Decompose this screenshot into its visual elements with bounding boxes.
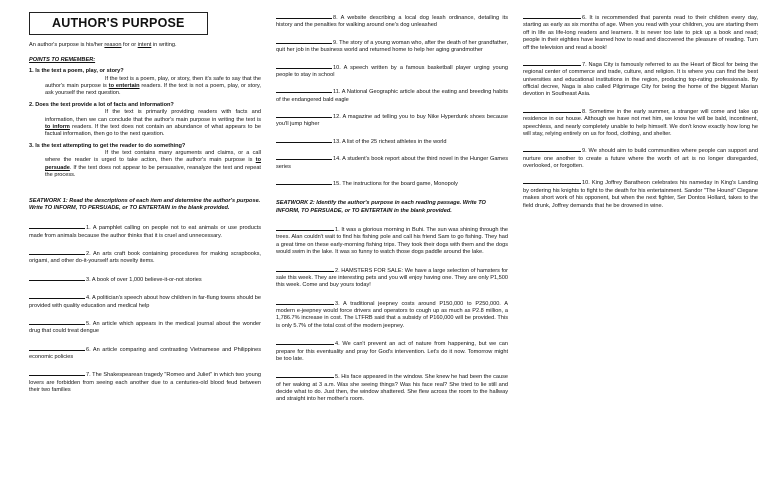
point-text: . If the text does not appear to be persuasive, reanalyze the text and repeat the process.	[45, 164, 261, 179]
worksheet-title: AUTHOR'S PURPOSE	[29, 12, 208, 35]
sw2-item	[523, 147, 758, 170]
answer-blank[interactable]	[276, 267, 334, 272]
sw1-item	[276, 14, 508, 30]
sw1-item	[276, 155, 508, 171]
answer-blank[interactable]	[29, 276, 85, 281]
point-text: If the text is a poem, play, or story, then it's safe to say that the author's main purpose is	[45, 75, 261, 89]
item-text: 2. An arts craft book containing procedures for making scrapbooks, origami, and other do-it-yourself arts novelty items.	[29, 251, 261, 265]
answer-blank[interactable]	[276, 226, 334, 231]
answer-blank[interactable]	[29, 250, 85, 255]
item-text: 4. A politician's speech about how children in far-flung towns should be provided with quality education and medical help	[29, 295, 261, 309]
answer-blank[interactable]	[523, 179, 581, 184]
item-text: 10. A speech written by a famous basketball player urging young people to stay in school	[276, 64, 508, 78]
column-1	[29, 12, 261, 395]
sw2-item	[523, 61, 758, 99]
point-key: to persuade	[45, 157, 261, 171]
sw1-item	[276, 180, 508, 188]
sw2-item	[523, 108, 758, 139]
answer-blank[interactable]	[276, 138, 332, 143]
item-text: 13. A list of the 25 richest athletes in the world	[333, 138, 447, 145]
sw1-item	[29, 371, 261, 394]
sw1-item	[276, 64, 508, 80]
item-text: 7. The Shakespearean tragedy "Romeo and Juliet" in which two young lovers are forbidden from seeing each another due to a centuries-old blood feud between their two families	[29, 372, 261, 394]
point-body	[29, 76, 261, 98]
point-text: If the text contains many arguments and claims, or a call where the reader is urged to take action, then the author's main purpose is	[45, 150, 261, 164]
item-text: 6. An article comparing and contrasting Vietnamese and Philippines economic policies	[29, 346, 261, 360]
answer-blank[interactable]	[29, 294, 85, 299]
seatwork-2-instructions: SEATWORK 2: Identify the author's purpose in each reading passage. Write TO INFORM, TO PERSUADE, or TO ENTERTAIN in the blank provided.	[276, 200, 486, 214]
point-key: to inform	[45, 123, 70, 130]
item-text: 2. HAMSTERS FOR SALE: We have a large selection of hamsters for sale this week. They are interesting pets and you will enjoy having one. They are only P1,500 this week. Come and buy yours today!	[276, 267, 508, 289]
sw1-item	[29, 320, 261, 336]
sw1-item	[29, 346, 261, 362]
intro-text	[29, 42, 261, 49]
intro-part: in writing.	[151, 41, 177, 48]
item-text: 1. It was a glorious morning in Buhi. The sun was shining through the trees. Alan couldn't wait to find his fishing pole and call his friend Sam to go fishing. They had a great time on these early-morning fishing trips. They took their dogs with them and the dogs would swim in the lake. It was so funny to watch those dogs paddle around the lake.	[276, 227, 508, 256]
answer-blank[interactable]	[276, 14, 332, 19]
point-body	[29, 150, 261, 180]
sw2-item	[276, 373, 508, 404]
point-text: readers. If the text does not contain an abundance of what appears to be factual information, then go to the next question.	[45, 123, 261, 138]
answer-blank[interactable]	[523, 147, 581, 152]
sw2-item	[523, 14, 758, 52]
point-question: 3. Is the text attempting to get the reader to do something?	[29, 142, 186, 149]
point-body	[29, 109, 261, 139]
item-text: 3. A traditional jeepney costs around P150,000 to P250,000. A modern e-jeepney would force drivers and operators to cough up as much as P2.8 million, a 1,786.7% increase in cost. The LTFRB said that a subsidy of P160,000 will be provided. This is only 5.7% of the total cost of the modern jeepney.	[276, 300, 508, 329]
item-text: 7. Naga City is famously referred to as the Heart of Bicol for being the regional center of commerce and trade, culture, and religion. It is where you can find the best universities and educational institutions in the region, producing top-rating professionals. By official decree, Naga is also called Pilgrimage City for being the home of the biggest Marian devotion in Southeast Asia.	[523, 61, 758, 98]
item-text: 4. We can't prevent an act of nature from happening, but we can prepare for this eventuality and pray for God's intervention. Let's do it now. Tomorrow might be too late.	[276, 341, 508, 362]
item-text: 10. King Joffrey Baratheon celebrates his nameday in King's Landing by ordering his knights to fight to the death for his entertainment. Sandor "The Hound" Clegane makes short work of his opponent, but when the next fighter, Ser Dontos Hollard, takes to the field drunk, Joffrey demands that he be drowned in wine.	[523, 180, 758, 209]
points-heading: POINTS TO REMEMBER:	[29, 56, 96, 63]
sw2-item	[276, 226, 508, 257]
sw1-item	[276, 88, 508, 104]
answer-blank[interactable]	[276, 340, 334, 345]
answer-blank[interactable]	[523, 14, 581, 19]
seatwork-1-instructions: SEATWORK 1: Read the descriptions of each item and determine the author's purpose. Write TO INFORM, TO PERSUADE, or TO ENTERTAIN in the blank provided.	[29, 197, 261, 211]
sw2-item	[276, 300, 508, 331]
item-text: 6. It is recommended that parents read to their children every day, starting as early as six months of age. When you read with your children, you are starting them off in life as life-long readers and learners. It is never too late to pick up a book and read; people in their eighties have learned how to read and discovered the pleasure of reading. Turn off the television and read a book!	[523, 15, 758, 51]
answer-blank[interactable]	[29, 224, 85, 229]
point-text: readers. If the text is not a poem, play, or story, ask yourself the next question.	[45, 83, 261, 97]
answer-blank[interactable]	[276, 39, 332, 44]
column-2	[276, 14, 508, 404]
intro-intent: intent	[137, 41, 152, 48]
sw1-item	[29, 294, 261, 310]
sw1-item	[29, 276, 261, 284]
answer-blank[interactable]	[276, 300, 334, 305]
item-text: 5. An article which appears in the medical journal about the wonder drug that could treat dengue	[29, 320, 261, 335]
point-question: 2. Does the text provide a lot of facts and information?	[29, 101, 174, 108]
intro-part: for or	[121, 41, 138, 48]
point-question: 1. Is the text a poem, play, or story?	[29, 68, 124, 75]
answer-blank[interactable]	[523, 108, 581, 113]
answer-blank[interactable]	[29, 346, 85, 351]
item-text: 8. Sometime in the early summer, a stranger will come and take up residence in our house. Although we have not met him, we know he will be bald, incontinent, speechless, and nearly completely unable to help himself. We don't know exactly how long he will stay, relying entirely on us for food, clothing, and shelter.	[523, 108, 758, 137]
answer-blank[interactable]	[29, 320, 85, 325]
sw2-item	[276, 340, 508, 363]
item-text: 14. A student's book report about the third novel in the Hunger Games series	[276, 156, 508, 170]
item-text: 5. His face appeared in the window. She knew he had been the cause of her waking at 3 a.m. Was she seeing things? Was his face real? She tried to lie still and decide what to do. Just then, the window shattered. She flew across the room to the hallway and straight into her mother's room.	[276, 374, 508, 403]
answer-blank[interactable]	[523, 61, 581, 66]
answer-blank[interactable]	[29, 371, 85, 376]
column-3	[523, 14, 758, 210]
intro-reason: reason	[104, 41, 122, 48]
item-text: 8. A website describing a local dog leash ordinance, detailing its history and the penalties for walking around one's dog unleashed	[276, 15, 508, 29]
sw1-item	[276, 113, 508, 129]
point-key: to entertain	[108, 83, 140, 89]
answer-blank[interactable]	[276, 180, 332, 185]
item-text: 3. A book of over 1,000 believe-it-or-not stories	[86, 276, 202, 283]
answer-blank[interactable]	[276, 373, 334, 378]
sw1-item	[276, 39, 508, 55]
sw1-item	[29, 224, 261, 240]
item-text: 9. The story of a young woman who, after the death of her grandfather, quit her job in the business world and returned home to help her aging grandmother	[276, 39, 508, 54]
item-text: 11. A National Geographic article about the eating and breeding habits of the endangered bald eagle	[276, 89, 508, 103]
sw1-item	[29, 250, 261, 266]
item-text: 9. We should aim to build communities where people can support and nurture one another to create a future where the worth of art is no longer disregarded, overlooked, or forgotten.	[523, 148, 758, 169]
intro-part: An author's purpose is his/her	[29, 41, 105, 48]
point-text: If the text is primarily providing readers with facts and information, then we can conclude that the author's main purpose in writing the text is	[45, 109, 261, 123]
sw1-item	[276, 138, 508, 146]
answer-blank[interactable]	[276, 113, 332, 118]
sw2-item	[523, 179, 758, 210]
answer-blank[interactable]	[276, 88, 332, 93]
item-text: 15. The instructions for the board game, Monopoly	[333, 180, 458, 187]
sw2-item	[276, 267, 508, 290]
item-text: 1. A pamphlet calling on people not to eat animals or use products made from animals because the author thinks that it is cruel and unnecessary.	[29, 225, 261, 239]
answer-blank[interactable]	[276, 64, 332, 69]
item-text: 12. A magazine ad telling you to buy Nike Hyperdunk shoes because you'll jump higher	[276, 114, 508, 128]
answer-blank[interactable]	[276, 155, 332, 160]
